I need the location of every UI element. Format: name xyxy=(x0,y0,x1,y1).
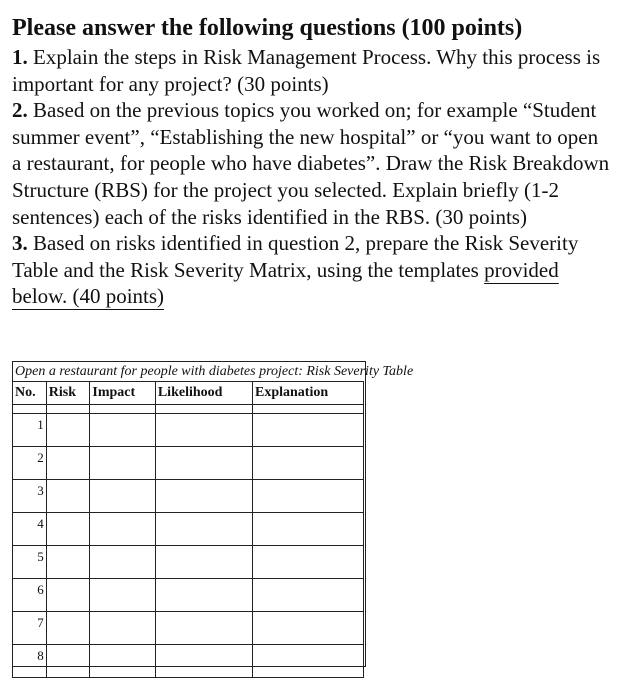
explanation-cell[interactable] xyxy=(252,447,363,480)
question-3-number: 3. xyxy=(12,231,28,256)
question-2-text: Based on the previous topics you worked on; for example “Student summer event”, “Establishing the new hospital” or “you want to open a restaurant, for people who have diabetes”. Draw the Risk Breakdown Structure (RBS) for the project you selected. Explain briefly (1-2 sentences) each of the risks identified in the RBS. (30 points) xyxy=(12,98,610,229)
row-number: 4 xyxy=(13,513,47,546)
table-row xyxy=(13,513,364,546)
question-3 xyxy=(12,230,612,310)
likelihood-cell[interactable] xyxy=(155,447,252,480)
page-title: Please answer the following questions (100 points) xyxy=(12,15,523,41)
table-header-row xyxy=(13,382,364,405)
table-row xyxy=(13,579,364,612)
question-1-text: Explain the steps in Risk Management Process. Why this process is important for any project? (30 points) xyxy=(12,45,601,96)
row-number: 8 xyxy=(13,645,47,678)
impact-cell[interactable] xyxy=(90,480,155,513)
table-row xyxy=(13,480,364,513)
risk-cell[interactable] xyxy=(46,612,90,645)
impact-cell[interactable] xyxy=(90,447,155,480)
header-explanation: Explanation xyxy=(252,382,363,405)
table-spacer xyxy=(13,405,364,414)
risk-cell[interactable] xyxy=(46,414,90,447)
risk-cell[interactable] xyxy=(46,546,90,579)
impact-cell[interactable] xyxy=(90,513,155,546)
question-2-number: 2. xyxy=(12,98,28,123)
table-caption: Open a restaurant for people with diabetes project: Risk Severity Table xyxy=(15,364,414,379)
header-no: No. xyxy=(13,382,47,405)
header-likelihood: Likelihood xyxy=(155,382,252,405)
likelihood-cell[interactable] xyxy=(155,579,252,612)
table-row xyxy=(13,645,364,678)
explanation-cell[interactable] xyxy=(252,414,363,447)
risk-severity-table-frame xyxy=(12,361,414,667)
impact-cell[interactable] xyxy=(90,579,155,612)
row-number: 2 xyxy=(13,447,47,480)
explanation-cell[interactable] xyxy=(252,513,363,546)
table-row xyxy=(13,447,364,480)
impact-cell[interactable] xyxy=(90,612,155,645)
risk-cell[interactable] xyxy=(46,645,90,678)
risk-cell[interactable] xyxy=(46,447,90,480)
row-number: 6 xyxy=(13,579,47,612)
likelihood-cell[interactable] xyxy=(155,546,252,579)
likelihood-cell[interactable] xyxy=(155,414,252,447)
impact-cell[interactable] xyxy=(90,645,155,678)
question-3-tail: provided below. (40 points) xyxy=(12,257,559,309)
risk-severity-table xyxy=(12,381,364,678)
header-risk: Risk xyxy=(46,382,90,405)
likelihood-cell[interactable] xyxy=(155,612,252,645)
explanation-cell[interactable] xyxy=(252,579,363,612)
explanation-cell[interactable] xyxy=(252,546,363,579)
table-row xyxy=(13,612,364,645)
risk-cell[interactable] xyxy=(46,480,90,513)
likelihood-cell[interactable] xyxy=(155,513,252,546)
question-2 xyxy=(12,97,612,230)
likelihood-cell[interactable] xyxy=(155,645,252,678)
header-impact: Impact xyxy=(90,382,155,405)
explanation-cell[interactable] xyxy=(252,645,363,678)
risk-cell[interactable] xyxy=(46,513,90,546)
impact-cell[interactable] xyxy=(90,414,155,447)
row-number: 5 xyxy=(13,546,47,579)
question-3-text: Based on risks identified in question 2, prepare the Risk Severity Table and the Risk Severity Matrix, using the templates xyxy=(12,231,579,282)
explanation-cell[interactable] xyxy=(252,612,363,645)
row-number: 7 xyxy=(13,612,47,645)
question-1-number: 1. xyxy=(12,45,28,69)
risk-cell[interactable] xyxy=(46,579,90,612)
table-row xyxy=(13,414,364,447)
question-1 xyxy=(12,44,612,97)
likelihood-cell[interactable] xyxy=(155,480,252,513)
table-row xyxy=(13,546,364,579)
impact-cell[interactable] xyxy=(90,546,155,579)
row-number: 3 xyxy=(13,480,47,513)
question-sheet xyxy=(12,12,612,310)
explanation-cell[interactable] xyxy=(252,480,363,513)
row-number: 1 xyxy=(13,414,47,447)
